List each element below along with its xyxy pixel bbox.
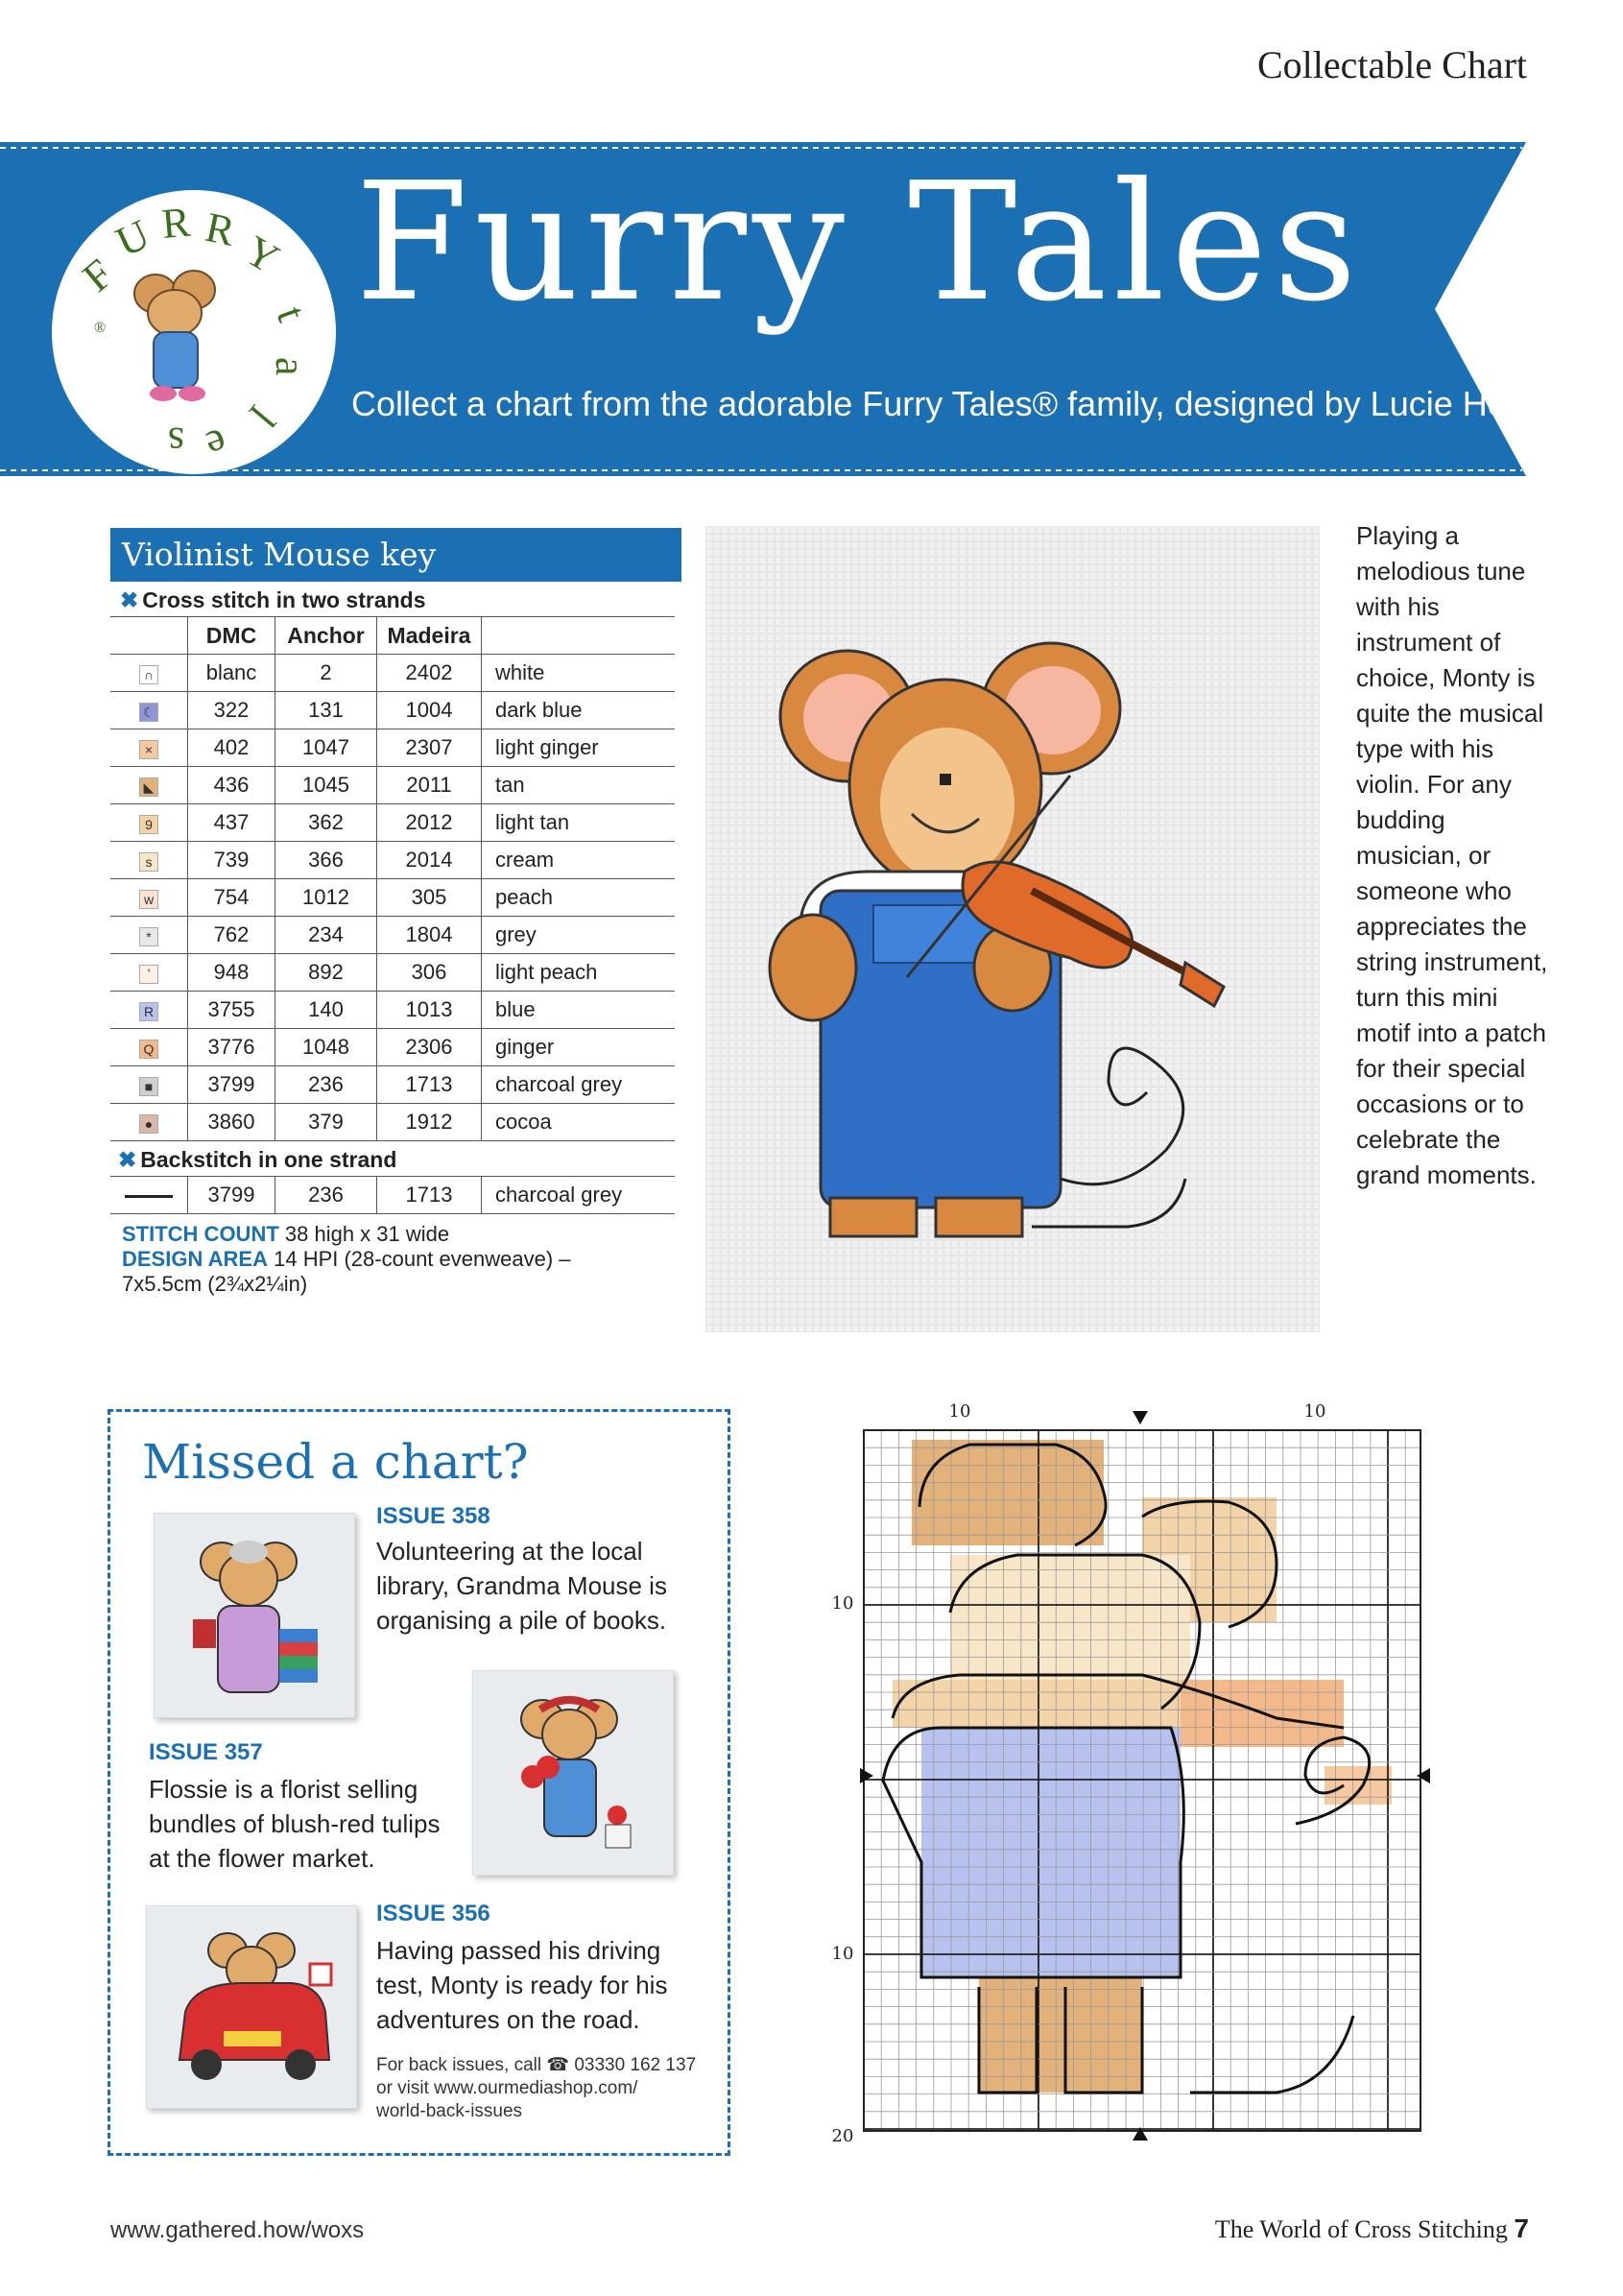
- svg-text:R: R: [159, 198, 193, 248]
- key-row: s 739 366 2014 cream: [110, 842, 675, 879]
- svg-text:l: l: [240, 396, 284, 437]
- section-label: Collectable Chart: [1256, 43, 1527, 86]
- key-row: ■ 3799 236 1713 charcoal grey: [110, 1066, 675, 1104]
- key-symbol-icon: ×: [110, 729, 188, 767]
- key-row: R 3755 140 1013 blue: [110, 992, 675, 1029]
- key-symbol-icon: ʼ: [110, 954, 188, 992]
- issue-356-thumbnail[interactable]: [146, 1905, 357, 2109]
- stitched-sample-image: [705, 526, 1320, 1332]
- issue-357-thumbnail[interactable]: [472, 1670, 674, 1876]
- key-symbol-icon: Q: [110, 1029, 188, 1066]
- table-header-row: [110, 617, 675, 655]
- key-panel: [110, 528, 681, 1297]
- key-symbol-icon: 9: [110, 804, 188, 842]
- grandma-mouse-image: [155, 1514, 354, 1717]
- key-symbol-icon: *: [110, 917, 188, 954]
- svg-text:e: e: [200, 419, 234, 470]
- key-symbol-icon: ■: [110, 1066, 188, 1104]
- driving-mouse-image: [147, 1906, 356, 2108]
- design-area: DESIGN AREA 14 HPI (28-count evenweave) –: [122, 1247, 571, 1271]
- issue-357-text: Flossie is a florist selling bundles of blush-red tulips at the flower market.: [149, 1775, 441, 1873]
- stitch-count: STITCH COUNT 38 high x 31 wide: [122, 1222, 450, 1246]
- key-row: ʼ 948 892 306 light peach: [110, 954, 675, 992]
- banner-subtitle: Collect a chart from the adorable Furry Tales® family, designed by Lucie Heaton: [351, 384, 1574, 423]
- cross-stitch-grid-chart: [825, 1401, 1459, 2150]
- thread-key-table: [110, 616, 675, 1214]
- key-symbol-icon: w: [110, 879, 188, 917]
- key-row: Q 3776 1048 2306 ginger: [110, 1029, 675, 1066]
- svg-text:R: R: [201, 203, 239, 255]
- col-dmc: DMC: [188, 617, 275, 655]
- issue-357-heading: ISSUE 357: [149, 1739, 263, 1765]
- key-symbol-icon: R: [110, 992, 188, 1029]
- issue-356-heading: ISSUE 356: [376, 1901, 490, 1926]
- issue-358-text: Volunteering at the local library, Grandma Mouse is organising a pile of books.: [376, 1537, 667, 1635]
- chart-left-label-1: 10: [831, 1593, 854, 1614]
- back-issues-note: For back issues, call ☎ 03330 162 137 or visit www.ourmediashop.com/ world-back-issues: [376, 2054, 703, 2123]
- back-issues-link[interactable]: or visit www.ourmediashop.com/: [376, 2078, 638, 2098]
- key-row: 9 437 362 2012 light tan: [110, 804, 675, 842]
- key-symbol-icon: ∩: [110, 655, 188, 692]
- col-madeira: Madeira: [377, 617, 482, 655]
- svg-text:s: s: [167, 419, 184, 466]
- footer-url[interactable]: www.gathered.how/woxs: [110, 2217, 365, 2243]
- key-symbol-icon: ●: [110, 1104, 188, 1141]
- key-symbol-icon: s: [110, 842, 188, 879]
- florist-mouse-image: [473, 1671, 673, 1875]
- banner-title: Furry Tales: [355, 148, 1363, 338]
- cross-icon: ✖: [118, 1147, 137, 1172]
- footer-publication: The World of Cross Stitching 7: [1214, 2213, 1529, 2243]
- chart-left-label-2: 10: [831, 1944, 854, 1964]
- key-row: * 762 234 1804 grey: [110, 917, 675, 954]
- key-row: ∩ blanc 2 2402 white: [110, 655, 675, 692]
- chart-top-label-right: 10: [1303, 1401, 1326, 1422]
- key-row: w 754 1012 305 peach: [110, 879, 675, 917]
- missed-chart-title: Missed a chart?: [142, 1434, 529, 1490]
- svg-text:F: F: [73, 250, 123, 301]
- page-number: 7: [1514, 2213, 1529, 2243]
- furry-tales-logo: [50, 188, 338, 476]
- key-row: ◣ 436 1045 2011 tan: [110, 767, 675, 804]
- cross-stitch-heading: ✖ Cross stitch in two strands: [120, 587, 426, 612]
- issue-358-heading: ISSUE 358: [376, 1503, 490, 1529]
- svg-text:Y: Y: [237, 227, 288, 283]
- cross-icon: ✖: [120, 587, 139, 612]
- backstitch-heading-row: [110, 1141, 675, 1177]
- svg-text:U: U: [108, 210, 157, 267]
- issue-356-text: Having passed his driving test, Monty is ready for his adventures on the road.: [376, 1936, 668, 2034]
- key-symbol-icon: ☾: [110, 692, 188, 729]
- chart-left-label-3: 20: [831, 2126, 854, 2146]
- key-symbol-icon: ◣: [110, 767, 188, 804]
- key-rows: [110, 655, 675, 1141]
- chart-top-label-left: 10: [948, 1401, 971, 1422]
- backstitch-heading: ✖ Backstitch in one strand: [118, 1147, 397, 1172]
- key-row: × 402 1047 2307 light ginger: [110, 729, 675, 767]
- svg-text:®: ®: [94, 320, 107, 336]
- design-area-size: 7x5.5cm (2¾x2¼in): [122, 1272, 308, 1296]
- svg-text:a: a: [267, 357, 314, 376]
- col-anchor: Anchor: [275, 617, 377, 655]
- backstitch-row: 3799 236 1713 charcoal grey: [110, 1177, 675, 1214]
- issue-358-thumbnail[interactable]: [154, 1513, 355, 1718]
- key-title: Violinist Mouse key: [110, 528, 681, 582]
- svg-text:t: t: [267, 299, 316, 327]
- intro-text: Playing a melodious tune with his instrument of choice, Monty is quite the musical type with his violin. For any budding musician, or someone who appreciates the string instrument, turn this mini motif into a patch for their special occasions or to celebrate the grand moments.: [1356, 521, 1548, 1189]
- backstitch-line-icon: [110, 1177, 188, 1214]
- key-row: ● 3860 379 1912 cocoa: [110, 1104, 675, 1141]
- key-row: ☾ 322 131 1004 dark blue: [110, 692, 675, 729]
